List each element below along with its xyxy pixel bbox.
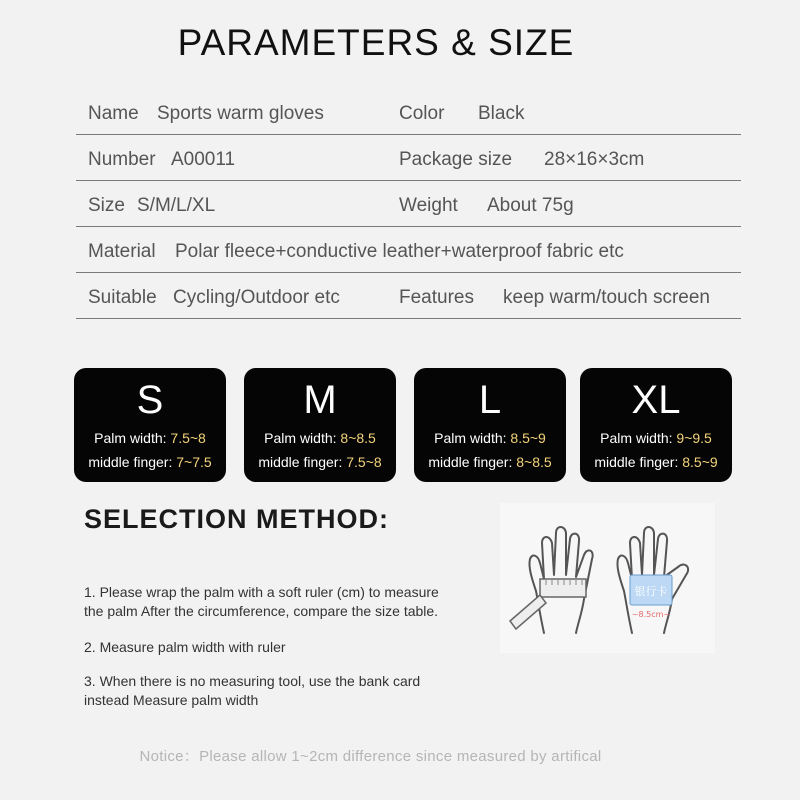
weight-value: About 75g (487, 195, 574, 216)
middle-finger-value: 8.5~9 (682, 454, 718, 470)
number-value: A00011 (171, 149, 236, 170)
step-1-line-1: 1. Please wrap the palm with a soft ruler (cm) to measure (84, 584, 439, 600)
color-value: Black (478, 103, 525, 124)
step-1 (84, 583, 484, 621)
param-row-size (76, 181, 741, 227)
size-card-s (74, 368, 226, 482)
step-1-line-2: the palm After the circumference, compare the size table. (84, 603, 439, 619)
parameters-table (76, 89, 741, 319)
bank-card-measure: ~8.5cm~ (631, 610, 671, 619)
package-label: Package size (399, 149, 513, 170)
palm-width-value: 9~9.5 (676, 430, 712, 446)
step-2: 2. Measure palm width with ruler (84, 639, 286, 655)
middle-finger-label: middle finger: (428, 454, 513, 470)
package-value: 28×16×3cm (544, 149, 645, 170)
palm-width-value: 7.5~8 (170, 430, 206, 446)
material-label: Material (88, 241, 156, 262)
size-letter: S (136, 378, 164, 422)
middle-finger-label: middle finger: (594, 454, 679, 470)
size-card-m (244, 368, 396, 482)
ruler-icon (540, 579, 586, 597)
step-3-line-1: 3. When there is no measuring tool, use the bank card (84, 673, 421, 689)
palm-width-value: 8~8.5 (340, 430, 376, 446)
middle-finger-label: middle finger: (258, 454, 343, 470)
number-label: Number (88, 149, 156, 170)
size-label: Size (88, 195, 125, 216)
size-letter: M (303, 378, 337, 422)
size-card-l (414, 368, 566, 482)
param-row-number (76, 135, 741, 181)
hand-illustration (500, 503, 715, 653)
param-row-suitable (76, 273, 741, 319)
selection-method-title: SELECTION METHOD: (84, 504, 389, 534)
suitable-label: Suitable (88, 287, 157, 308)
size-letter: XL (631, 378, 681, 422)
hand-measure-illustration (500, 503, 715, 653)
notice-text: Notice：Please allow 1~2cm difference since measured by artifical (139, 748, 602, 765)
size-card-xl (580, 368, 732, 482)
middle-finger-value: 7.5~8 (346, 454, 382, 470)
name-value: Sports warm gloves (157, 103, 324, 124)
material-value: Polar fleece+conductive leather+waterproof fabric etc (175, 241, 624, 262)
features-label: Features (399, 287, 474, 308)
color-label: Color (399, 103, 445, 124)
suitable-value: Cycling/Outdoor etc (173, 287, 340, 308)
palm-width-value: 8.5~9 (510, 430, 546, 446)
palm-width-label: Palm width: (264, 430, 337, 446)
palm-width-label: Palm width: (94, 430, 167, 446)
param-row-name (76, 89, 741, 135)
step-3-line-2: instead Measure palm width (84, 692, 259, 708)
middle-finger-value: 8~8.5 (516, 454, 552, 470)
weight-label: Weight (399, 195, 458, 216)
middle-finger-value: 7~7.5 (176, 454, 212, 470)
palm-width-label: Palm width: (434, 430, 507, 446)
features-value: keep warm/touch screen (503, 287, 710, 308)
page-title: PARAMETERS & SIZE (177, 22, 575, 63)
middle-finger-label: middle finger: (88, 454, 173, 470)
param-row-material (76, 227, 741, 273)
palm-width-label: Palm width: (600, 430, 673, 446)
size-value: S/M/L/XL (137, 195, 216, 216)
size-letter: L (478, 378, 502, 422)
name-label: Name (88, 103, 139, 124)
bank-card-label: 银行卡 (634, 585, 668, 598)
step-3 (84, 672, 484, 710)
